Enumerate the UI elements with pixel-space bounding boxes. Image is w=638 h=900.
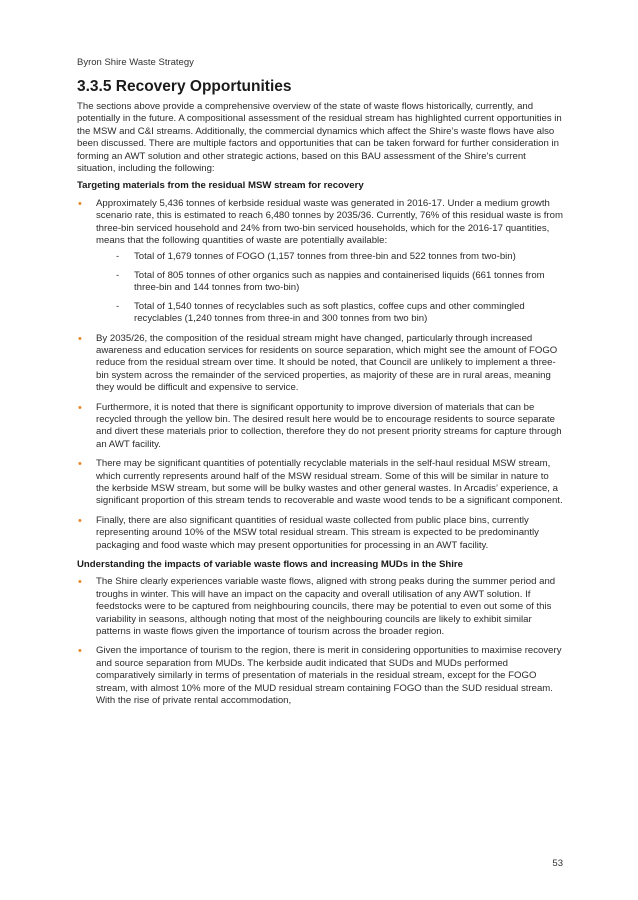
list-item — [77, 198, 563, 326]
list-item — [77, 515, 563, 552]
bullet-icon: • — [78, 458, 82, 471]
list-item-text: Finally, there are also significant quantities of residual waste collected from public place bins, currently representing around 10% of the MSW total residual stream. This stream is expected to be predominantly packaging and food waste which may present opportunities for processing in an AWT facility. — [96, 514, 539, 551]
list-item-text: There may be significant quantities of potentially recyclable materials in the self-haul residual MSW stream, which currently represents around half of the MSW residual stream. Some of this will be similar in nature to the kerbside MSW stream, but some will be bulky wastes and other general wastes. In Arcadis’ experience, a significant proportion of this stream tends to recoverable and waste wood tends to be a significant component. — [96, 458, 563, 507]
list-item — [77, 402, 563, 452]
bullet-icon: • — [78, 514, 82, 527]
list-item — [77, 458, 563, 508]
bullet-icon: • — [78, 645, 82, 658]
sub-list-item-text: Total of 1,679 tonnes of FOGO (1,157 tonnes from three-bin and 522 tonnes from two-bin) — [134, 251, 516, 263]
list-item — [77, 333, 563, 395]
bullet-list-variable-flows — [77, 576, 563, 707]
list-item-text: The Shire clearly experiences variable waste flows, aligned with strong peaks during the summer period and troughs in winter. This will have an impact on the capacity and overall utilisation of any AWT solution. If feedstocks were to be captured from neighbouring councils, there may be potential to even out some of this variability in seasons, although noting that most of the neighbouring councils are likely to exhibit similar patterns in waste flows given the importance of tourism across the broader region. — [96, 576, 556, 638]
subheading-targeting-materials: Targeting materials from the residual MSW stream for recovery — [77, 180, 364, 192]
sub-list-item — [96, 251, 563, 263]
bullet-icon: • — [78, 576, 82, 589]
body-content — [77, 101, 563, 714]
bullet-icon: • — [78, 401, 82, 414]
running-header: Byron Shire Waste Strategy — [77, 57, 194, 68]
subheading-variable-waste-flows: Understanding the impacts of variable waste flows and increasing MUDs in the Shire — [77, 559, 463, 570]
intro-paragraph: The sections above provide a comprehensive overview of the state of waste flows historically, currently, and potentially in the future. A compositional assessment of the residual stream has highlighted current opportunities in the MSW and C&I streams. Additionally, the commercial dynamics which affect the Shire’s waste flows have also been discussed. There are multiple factors and opportunities that can be taken forward for further consideration in forming an AWT solution and other strategic actions, based on this BAU assessment of the Shire’s current situation, including the following: — [77, 101, 562, 175]
bullet-icon: • — [78, 197, 82, 210]
sub-list-item — [96, 270, 563, 295]
list-item-text: By 2035/26, the composition of the residual stream might have changed, particularly through increased awareness and education services for residents on source separation, which might see the amount of FOGO reduce from the residual stream over time. It should be noted, that Council are unlikely to implement a three-bin system across the remainder of the serviced properties, as majority of these are in rural areas, meaning they would be difficult and expensive to service. — [96, 332, 558, 394]
dash-icon: - — [116, 251, 120, 263]
list-item-text: Furthermore, it is noted that there is significant opportunity to improve diversion of materials that can be recycled through the yellow bin. The desired result here would be to encourage residents to source separate and divert these materials prior to collection, therefore they do not present priority streams for capture through an AWT facility. — [96, 401, 562, 450]
bullet-list-targeting — [77, 198, 563, 552]
list-item — [77, 645, 563, 707]
page-number: 53 — [552, 858, 563, 869]
bullet-icon: • — [78, 332, 82, 345]
sub-list-item-text: Total of 805 tonnes of other organics such as nappies and containerised liquids (661 tonnes from three-bin and 144 tonnes from two-bin) — [134, 269, 545, 294]
list-item — [77, 576, 563, 638]
sub-list — [96, 251, 563, 325]
sub-list-item — [96, 301, 563, 326]
dash-icon: - — [116, 269, 120, 281]
list-item-text: Given the importance of tourism to the region, there is merit in considering opportunities to maximise recovery and source separation from MUDs. The kerbside audit indicated that SUDs and MUDs performed comparatively similarly in terms of presentation of materials in the residual stream, except for the FOGO stream, with almost 10% more of the MUD residual stream containing FOGO than the SUD residual stream. With the rise of private rental accommodation, — [96, 645, 562, 707]
list-item-text: Approximately 5,436 tonnes of kerbside residual waste was generated in 2016-17. Under a medium growth scenario rate, this is estimated to reach 6,480 tonnes by 2035/36. Currently, 76% of this residual waste is from three-bin serviced household and 24% from two-bin serviced households, which for the 2016-17 quantities, means that the following quantities of waste are potentially available: — [96, 197, 563, 247]
section-title: 3.3.5 Recovery Opportunities — [77, 78, 292, 95]
dash-icon: - — [116, 300, 120, 312]
sub-list-item-text: Total of 1,540 tonnes of recyclables such as soft plastics, coffee cups and other commingled recyclables (1,240 tonnes from three-in and 300 tonnes from two bin) — [134, 300, 525, 325]
